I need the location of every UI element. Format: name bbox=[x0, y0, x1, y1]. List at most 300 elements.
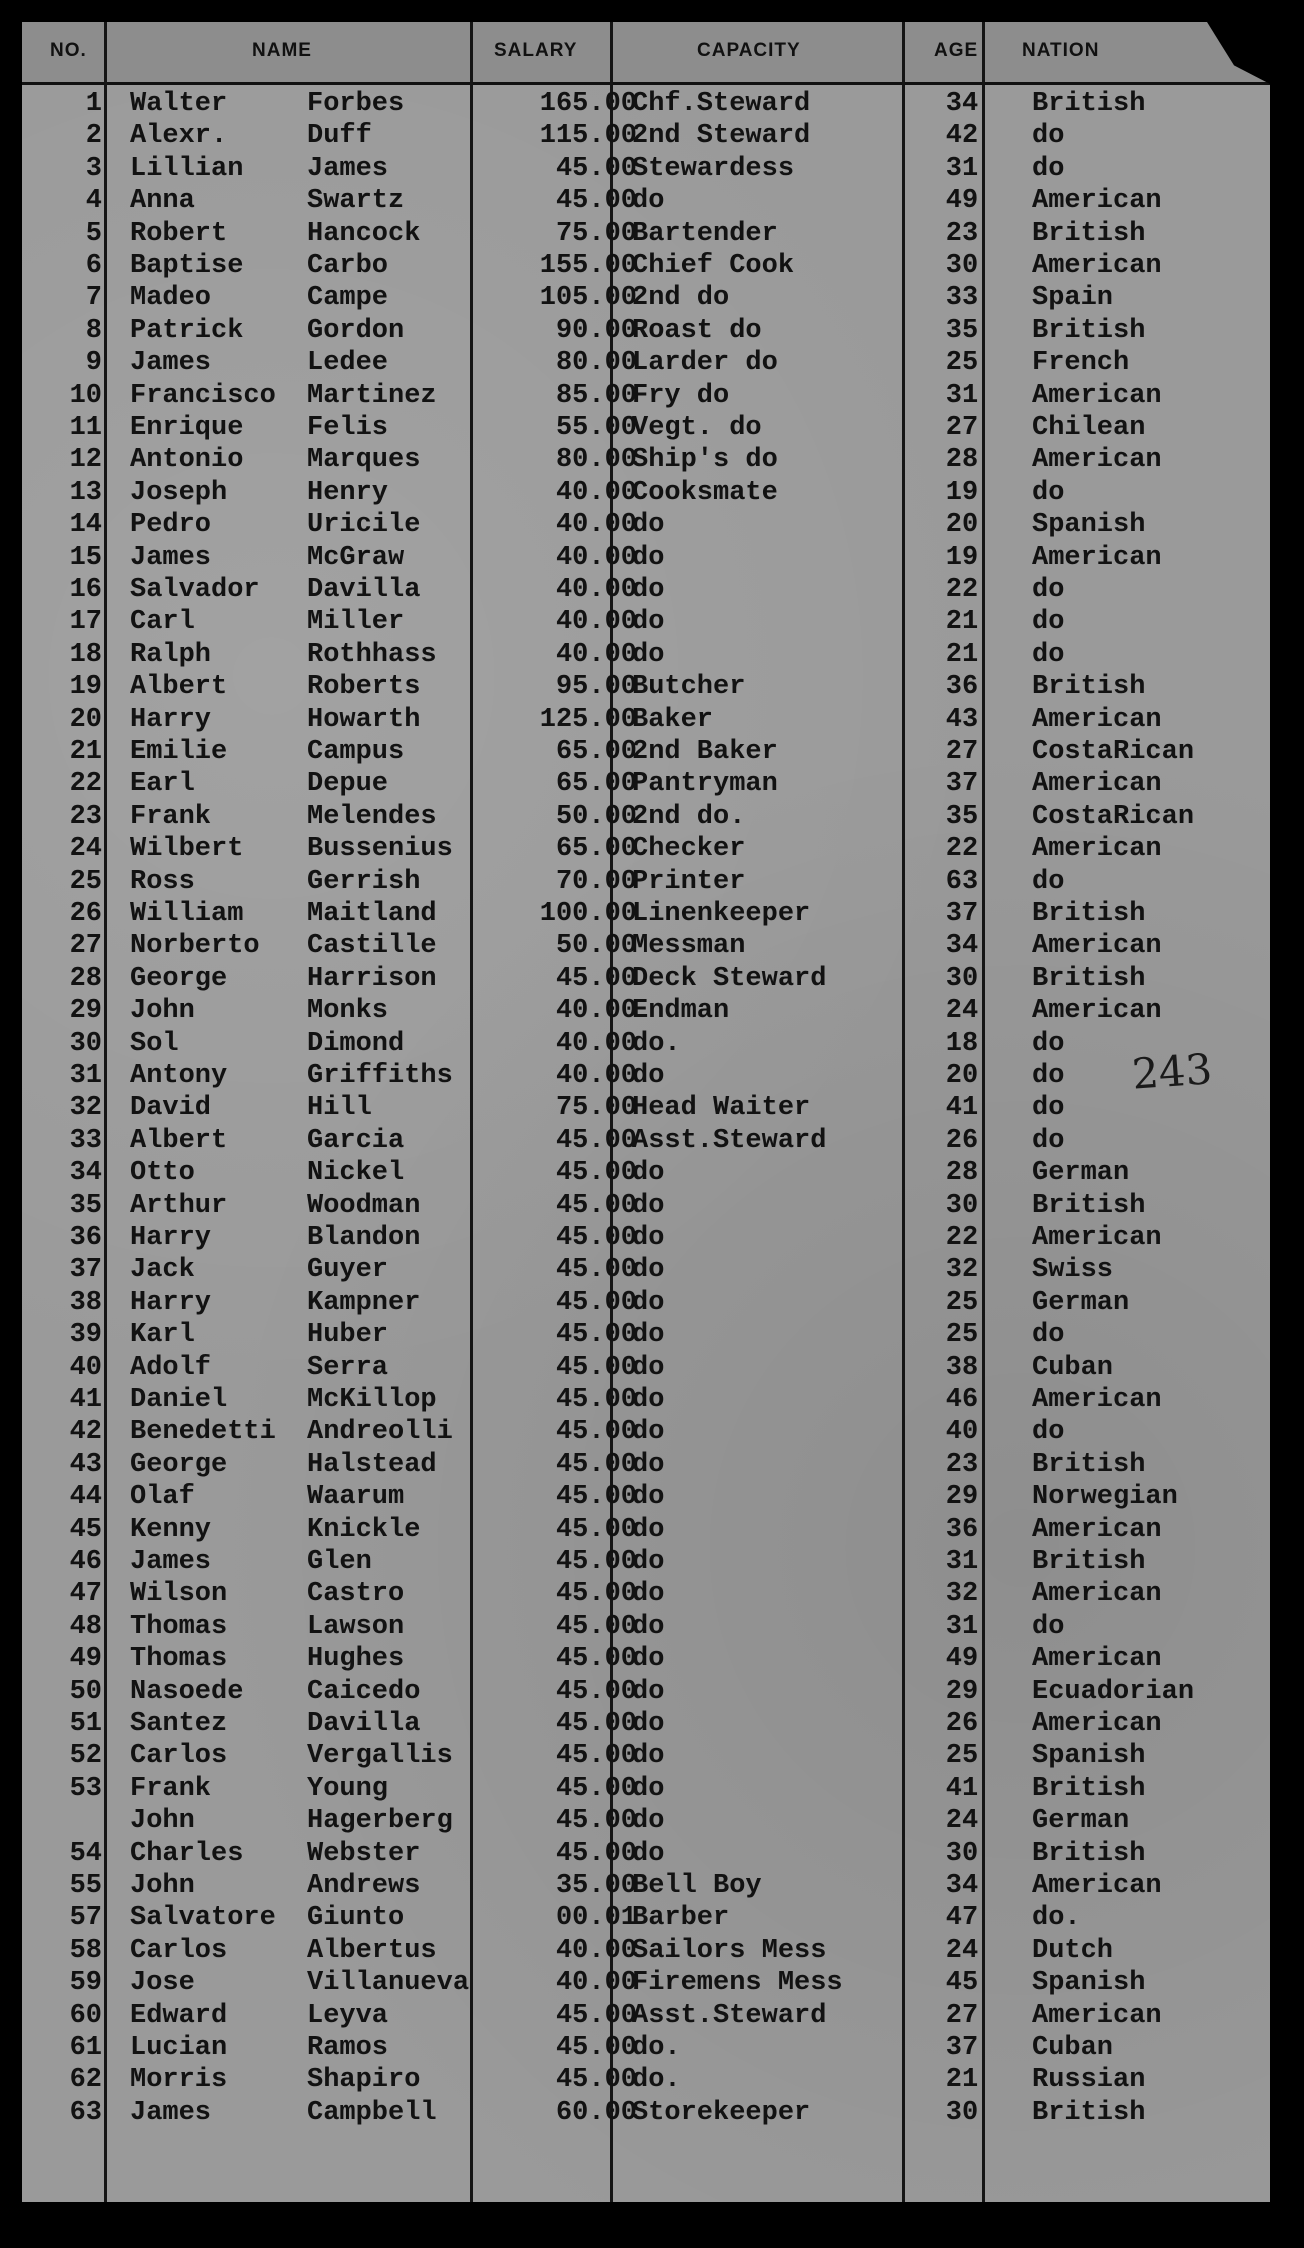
last-name: Depue bbox=[307, 769, 389, 799]
nationality: British bbox=[1032, 1450, 1146, 1480]
row-number: 3 bbox=[85, 154, 102, 184]
first-name: Sol bbox=[130, 1029, 179, 1059]
row-number: 59 bbox=[69, 1968, 102, 1998]
capacity: do bbox=[632, 640, 665, 670]
nationality: do bbox=[1032, 1061, 1065, 1091]
salary: 45.00 bbox=[555, 1515, 637, 1545]
nationality: American bbox=[1032, 186, 1162, 216]
age: 27 bbox=[945, 413, 979, 443]
first-name: Salvatore bbox=[130, 1903, 276, 1933]
nationality: do bbox=[1032, 121, 1065, 151]
nationality: American bbox=[1032, 705, 1162, 735]
handwritten-page-number: 243 bbox=[1130, 1044, 1214, 1099]
nationality: American bbox=[1032, 996, 1162, 1026]
first-name: James bbox=[130, 1547, 212, 1577]
age: 21 bbox=[945, 607, 979, 637]
table-header bbox=[22, 22, 1270, 85]
row-number: 37 bbox=[69, 1255, 102, 1285]
nationality: German bbox=[1032, 1288, 1130, 1318]
table-row bbox=[22, 1254, 1270, 1286]
row-number: 17 bbox=[69, 607, 102, 637]
nationality: German bbox=[1032, 1806, 1130, 1836]
table-row bbox=[22, 1287, 1270, 1319]
age: 25 bbox=[945, 348, 979, 378]
nationality: British bbox=[1032, 964, 1146, 994]
last-name: Carbo bbox=[307, 251, 389, 281]
first-name: Karl bbox=[130, 1320, 195, 1350]
age: 24 bbox=[945, 1936, 979, 1966]
salary: 50.00 bbox=[555, 802, 637, 832]
first-name: Baptise bbox=[130, 251, 244, 281]
salary: 90.00 bbox=[555, 316, 637, 346]
table-row bbox=[22, 380, 1270, 412]
nationality: CostaRican bbox=[1032, 802, 1195, 832]
first-name: George bbox=[130, 964, 228, 994]
last-name: Roberts bbox=[307, 672, 421, 702]
nationality: Spanish bbox=[1032, 1968, 1146, 1998]
nationality: do. bbox=[1032, 1903, 1081, 1933]
capacity: do bbox=[632, 1353, 665, 1383]
capacity: 2nd do. bbox=[632, 802, 746, 832]
salary: 40.00 bbox=[555, 640, 637, 670]
nationality: Norwegian bbox=[1032, 1482, 1178, 1512]
table-row bbox=[22, 1092, 1270, 1124]
first-name: Edward bbox=[130, 2001, 228, 2031]
first-name: Antonio bbox=[130, 445, 244, 475]
row-number: 22 bbox=[69, 769, 102, 799]
table-row bbox=[22, 1319, 1270, 1351]
last-name: Woodman bbox=[307, 1191, 421, 1221]
row-number: 35 bbox=[69, 1191, 102, 1221]
nationality: American bbox=[1032, 931, 1162, 961]
last-name: Duff bbox=[307, 121, 372, 151]
salary: 45.00 bbox=[555, 1677, 637, 1707]
last-name: Martinez bbox=[307, 381, 437, 411]
table-row bbox=[22, 477, 1270, 509]
row-number: 27 bbox=[69, 931, 102, 961]
age: 25 bbox=[945, 1741, 979, 1771]
nationality: British bbox=[1032, 89, 1146, 119]
nationality: British bbox=[1032, 2098, 1146, 2128]
last-name: Garcia bbox=[307, 1126, 405, 1156]
first-name: James bbox=[130, 2098, 212, 2128]
salary: 45.00 bbox=[555, 1191, 637, 1221]
nationality: Cuban bbox=[1032, 1353, 1114, 1383]
last-name: Villanueva bbox=[307, 1968, 470, 1998]
nationality: American bbox=[1032, 1223, 1162, 1253]
age: 36 bbox=[945, 672, 979, 702]
last-name: Albertus bbox=[307, 1936, 437, 1966]
age: 20 bbox=[945, 1061, 979, 1091]
first-name: Santez bbox=[130, 1709, 228, 1739]
last-name: Hagerberg bbox=[307, 1806, 453, 1836]
salary: 45.00 bbox=[555, 1774, 637, 1804]
first-name: Arthur bbox=[130, 1191, 228, 1221]
row-number: 2 bbox=[85, 121, 102, 151]
capacity: Sailors Mess bbox=[632, 1936, 827, 1966]
capacity: do bbox=[632, 1450, 665, 1480]
table-row bbox=[22, 412, 1270, 444]
first-name: James bbox=[130, 543, 212, 573]
first-name: Daniel bbox=[130, 1385, 228, 1415]
nationality: Chilean bbox=[1032, 413, 1146, 443]
capacity: Butcher bbox=[632, 672, 746, 702]
nationality: do bbox=[1032, 575, 1065, 605]
capacity: Larder do bbox=[632, 348, 778, 378]
first-name: Albert bbox=[130, 672, 228, 702]
table-row bbox=[22, 704, 1270, 736]
age: 41 bbox=[945, 1093, 979, 1123]
row-number: 10 bbox=[69, 381, 102, 411]
first-name: Enrique bbox=[130, 413, 244, 443]
capacity: do bbox=[632, 186, 665, 216]
table-row bbox=[22, 1157, 1270, 1189]
row-number: 34 bbox=[69, 1158, 102, 1188]
last-name: Miller bbox=[307, 607, 405, 637]
last-name: Davilla bbox=[307, 1709, 421, 1739]
first-name: Carlos bbox=[130, 1741, 228, 1771]
salary: 85.00 bbox=[555, 381, 637, 411]
salary: 80.00 bbox=[555, 348, 637, 378]
age: 36 bbox=[945, 1515, 979, 1545]
salary: 45.00 bbox=[555, 1158, 637, 1188]
nationality: do bbox=[1032, 154, 1065, 184]
nationality: American bbox=[1032, 2001, 1162, 2031]
age: 20 bbox=[945, 510, 979, 540]
last-name: Hancock bbox=[307, 219, 421, 249]
capacity: 2nd do bbox=[632, 283, 730, 313]
salary: 45.00 bbox=[555, 1223, 637, 1253]
capacity: Fry do bbox=[632, 381, 730, 411]
row-number: 28 bbox=[69, 964, 102, 994]
capacity: do bbox=[632, 510, 665, 540]
row-number: 58 bbox=[69, 1936, 102, 1966]
age: 22 bbox=[945, 1223, 979, 1253]
salary: 70.00 bbox=[555, 867, 637, 897]
row-number: 15 bbox=[69, 543, 102, 573]
first-name: Otto bbox=[130, 1158, 195, 1188]
header-nationality: NATION bbox=[1022, 40, 1100, 61]
header-name: NAME bbox=[252, 40, 312, 61]
salary: 65.00 bbox=[555, 769, 637, 799]
last-name: Castille bbox=[307, 931, 437, 961]
table-row bbox=[22, 1514, 1270, 1546]
salary: 45.00 bbox=[555, 1547, 637, 1577]
header-capacity: CAPACITY bbox=[697, 40, 801, 61]
capacity: Chief Cook bbox=[632, 251, 795, 281]
table-row bbox=[22, 1222, 1270, 1254]
first-name: Wilbert bbox=[130, 834, 244, 864]
first-name: Emilie bbox=[130, 737, 228, 767]
capacity: do bbox=[632, 1579, 665, 1609]
last-name: Griffiths bbox=[307, 1061, 453, 1091]
age: 30 bbox=[945, 251, 979, 281]
salary: 45.00 bbox=[555, 1482, 637, 1512]
row-number: 57 bbox=[69, 1903, 102, 1933]
first-name: Lillian bbox=[130, 154, 244, 184]
age: 31 bbox=[945, 381, 979, 411]
salary: 100.00 bbox=[539, 899, 637, 929]
last-name: Henry bbox=[307, 478, 389, 508]
table-row bbox=[22, 1870, 1270, 1902]
first-name: Charles bbox=[130, 1839, 244, 1869]
salary: 155.00 bbox=[539, 251, 637, 281]
salary: 40.00 bbox=[555, 1061, 637, 1091]
salary: 45.00 bbox=[555, 154, 637, 184]
capacity: Asst.Steward bbox=[632, 1126, 827, 1156]
nationality: do bbox=[1032, 640, 1065, 670]
header-salary: SALARY bbox=[494, 40, 578, 61]
capacity: Asst.Steward bbox=[632, 2001, 827, 2031]
nationality: do bbox=[1032, 1126, 1065, 1156]
nationality: Spanish bbox=[1032, 510, 1146, 540]
first-name: Joseph bbox=[130, 478, 228, 508]
nationality: Ecuadorian bbox=[1032, 1677, 1195, 1707]
salary: 80.00 bbox=[555, 445, 637, 475]
last-name: Uricile bbox=[307, 510, 421, 540]
row-number: 43 bbox=[69, 1450, 102, 1480]
table-row bbox=[22, 963, 1270, 995]
salary: 125.00 bbox=[539, 705, 637, 735]
age: 34 bbox=[945, 931, 979, 961]
first-name: Adolf bbox=[130, 1353, 212, 1383]
first-name: Harry bbox=[130, 1288, 212, 1318]
age: 27 bbox=[945, 737, 979, 767]
last-name: Knickle bbox=[307, 1515, 421, 1545]
last-name: Waarum bbox=[307, 1482, 405, 1512]
last-name: Maitland bbox=[307, 899, 437, 929]
last-name: Gerrish bbox=[307, 867, 421, 897]
row-number: 20 bbox=[69, 705, 102, 735]
nationality: British bbox=[1032, 899, 1146, 929]
age: 26 bbox=[945, 1709, 979, 1739]
nationality: American bbox=[1032, 543, 1162, 573]
age: 19 bbox=[945, 478, 979, 508]
row-number: 44 bbox=[69, 1482, 102, 1512]
first-name: Carlos bbox=[130, 1936, 228, 1966]
table-row bbox=[22, 542, 1270, 574]
age: 26 bbox=[945, 1126, 979, 1156]
salary: 00.01 bbox=[555, 1903, 637, 1933]
salary: 40.00 bbox=[555, 510, 637, 540]
last-name: McKillop bbox=[307, 1385, 437, 1415]
row-number: 7 bbox=[85, 283, 102, 313]
table-row bbox=[22, 509, 1270, 541]
nationality: Spanish bbox=[1032, 1741, 1146, 1771]
table-row bbox=[22, 1449, 1270, 1481]
row-number: 54 bbox=[69, 1839, 102, 1869]
row-number: 4 bbox=[85, 186, 102, 216]
first-name: William bbox=[130, 899, 244, 929]
age: 22 bbox=[945, 834, 979, 864]
capacity: Firemens Mess bbox=[632, 1968, 843, 1998]
row-number: 12 bbox=[69, 445, 102, 475]
table-row bbox=[22, 1676, 1270, 1708]
nationality: do bbox=[1032, 607, 1065, 637]
last-name: Swartz bbox=[307, 186, 405, 216]
age: 37 bbox=[945, 769, 979, 799]
row-number: 40 bbox=[69, 1353, 102, 1383]
row-number: 24 bbox=[69, 834, 102, 864]
nationality: Cuban bbox=[1032, 2033, 1114, 2063]
age: 18 bbox=[945, 1029, 979, 1059]
row-number: 39 bbox=[69, 1320, 102, 1350]
first-name: Ralph bbox=[130, 640, 212, 670]
table-row bbox=[22, 736, 1270, 768]
age: 29 bbox=[945, 1482, 979, 1512]
last-name: Ledee bbox=[307, 348, 389, 378]
nationality: American bbox=[1032, 769, 1162, 799]
capacity: do bbox=[632, 1515, 665, 1545]
salary: 45.00 bbox=[555, 964, 637, 994]
salary: 45.00 bbox=[555, 1417, 637, 1447]
nationality: Spain bbox=[1032, 283, 1114, 313]
age: 46 bbox=[945, 1385, 979, 1415]
nationality: American bbox=[1032, 1871, 1162, 1901]
capacity: Bell Boy bbox=[632, 1871, 762, 1901]
row-number: 55 bbox=[69, 1871, 102, 1901]
last-name: McGraw bbox=[307, 543, 405, 573]
age: 22 bbox=[945, 575, 979, 605]
first-name: Jack bbox=[130, 1255, 195, 1285]
first-name: Kenny bbox=[130, 1515, 212, 1545]
row-number: 53 bbox=[69, 1774, 102, 1804]
row-number: 50 bbox=[69, 1677, 102, 1707]
row-number: 38 bbox=[69, 1288, 102, 1318]
age: 21 bbox=[945, 2065, 979, 2095]
row-number: 63 bbox=[69, 2098, 102, 2128]
age: 41 bbox=[945, 1774, 979, 1804]
last-name: Leyva bbox=[307, 2001, 389, 2031]
nationality: do bbox=[1032, 478, 1065, 508]
table-row bbox=[22, 1416, 1270, 1448]
nationality: British bbox=[1032, 672, 1146, 702]
last-name: Campbell bbox=[307, 2098, 437, 2128]
first-name: Walter bbox=[130, 89, 228, 119]
salary: 45.00 bbox=[555, 2001, 637, 2031]
nationality: British bbox=[1032, 1774, 1146, 1804]
age: 21 bbox=[945, 640, 979, 670]
salary: 35.00 bbox=[555, 1871, 637, 1901]
capacity: do bbox=[632, 1223, 665, 1253]
table-row bbox=[22, 1190, 1270, 1222]
first-name: John bbox=[130, 996, 195, 1026]
salary: 40.00 bbox=[555, 1968, 637, 1998]
table-row bbox=[22, 1481, 1270, 1513]
salary: 45.00 bbox=[555, 1806, 637, 1836]
table-row bbox=[22, 833, 1270, 865]
first-name: Albert bbox=[130, 1126, 228, 1156]
nationality: do bbox=[1032, 1612, 1065, 1642]
first-name: Pedro bbox=[130, 510, 212, 540]
salary: 65.00 bbox=[555, 834, 637, 864]
nationality: Russian bbox=[1032, 2065, 1146, 2095]
last-name: Serra bbox=[307, 1353, 389, 1383]
age: 30 bbox=[945, 1839, 979, 1869]
first-name: Ross bbox=[130, 867, 195, 897]
table-row bbox=[22, 185, 1270, 217]
nationality: British bbox=[1032, 316, 1146, 346]
row-number: 8 bbox=[85, 316, 102, 346]
capacity: Head Waiter bbox=[632, 1093, 811, 1123]
capacity: do bbox=[632, 1741, 665, 1771]
last-name: Caicedo bbox=[307, 1677, 421, 1707]
first-name: Anna bbox=[130, 186, 195, 216]
first-name: Norberto bbox=[130, 931, 260, 961]
row-number: 14 bbox=[69, 510, 102, 540]
table-row bbox=[22, 1838, 1270, 1870]
age: 33 bbox=[945, 283, 979, 313]
age: 34 bbox=[945, 1871, 979, 1901]
first-name: Olaf bbox=[130, 1482, 195, 1512]
last-name: Campus bbox=[307, 737, 405, 767]
capacity: do bbox=[632, 1709, 665, 1739]
age: 32 bbox=[945, 1579, 979, 1609]
age: 28 bbox=[945, 1158, 979, 1188]
table-row bbox=[22, 606, 1270, 638]
last-name: Shapiro bbox=[307, 2065, 421, 2095]
last-name: Bussenius bbox=[307, 834, 453, 864]
last-name: Castro bbox=[307, 1579, 405, 1609]
table-row bbox=[22, 1125, 1270, 1157]
nationality: do bbox=[1032, 1320, 1065, 1350]
row-number: 21 bbox=[69, 737, 102, 767]
age: 49 bbox=[945, 186, 979, 216]
row-number: 36 bbox=[69, 1223, 102, 1253]
capacity: Endman bbox=[632, 996, 730, 1026]
table-row bbox=[22, 930, 1270, 962]
table-row bbox=[22, 120, 1270, 152]
salary: 75.00 bbox=[555, 219, 637, 249]
table-row bbox=[22, 218, 1270, 250]
last-name: Lawson bbox=[307, 1612, 405, 1642]
table-row bbox=[22, 1708, 1270, 1740]
age: 24 bbox=[945, 1806, 979, 1836]
row-number: 26 bbox=[69, 899, 102, 929]
last-name: Andrews bbox=[307, 1871, 421, 1901]
row-number: 19 bbox=[69, 672, 102, 702]
first-name: Robert bbox=[130, 219, 228, 249]
first-name: Thomas bbox=[130, 1644, 228, 1674]
row-number: 42 bbox=[69, 1417, 102, 1447]
row-number: 16 bbox=[69, 575, 102, 605]
capacity: do. bbox=[632, 1029, 681, 1059]
last-name: Young bbox=[307, 1774, 389, 1804]
first-name: John bbox=[130, 1871, 195, 1901]
nationality: British bbox=[1032, 1839, 1146, 1869]
row-number: 6 bbox=[85, 251, 102, 281]
table-row bbox=[22, 1352, 1270, 1384]
capacity: do bbox=[632, 1774, 665, 1804]
table-row bbox=[22, 1384, 1270, 1416]
first-name: Salvador bbox=[130, 575, 260, 605]
capacity: Printer bbox=[632, 867, 746, 897]
capacity: do bbox=[632, 1288, 665, 1318]
row-number: 18 bbox=[69, 640, 102, 670]
last-name: Hill bbox=[307, 1093, 372, 1123]
last-name: Monks bbox=[307, 996, 389, 1026]
table-row bbox=[22, 1740, 1270, 1772]
table-row bbox=[22, 1060, 1270, 1092]
age: 31 bbox=[945, 1547, 979, 1577]
salary: 45.00 bbox=[555, 2065, 637, 2095]
last-name: Webster bbox=[307, 1839, 421, 1869]
nationality: American bbox=[1032, 381, 1162, 411]
capacity: do bbox=[632, 1158, 665, 1188]
row-number: 30 bbox=[69, 1029, 102, 1059]
salary: 75.00 bbox=[555, 1093, 637, 1123]
capacity: do. bbox=[632, 2065, 681, 2095]
